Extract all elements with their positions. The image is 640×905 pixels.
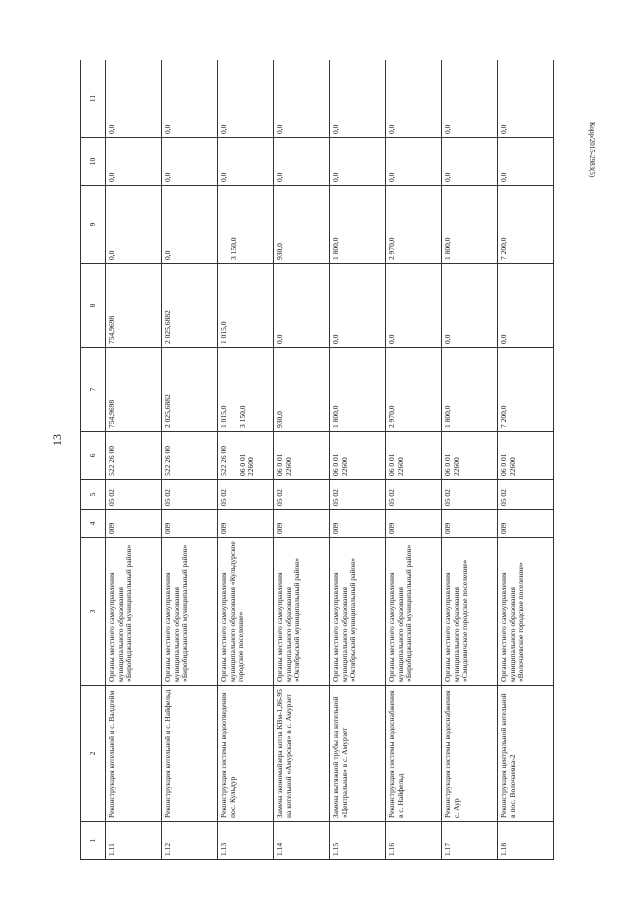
table-container [80, 60, 590, 860]
total-amount-secondary-value: 3 150,0 [237, 405, 247, 428]
measure-name-value: Реконструкция котельной в с. Валдгейм [107, 690, 116, 818]
section-code-value: 05 02 [107, 489, 116, 506]
section-code [386, 480, 442, 510]
column-header: 10 [81, 138, 106, 186]
row-number-value: 1.15 [331, 842, 340, 856]
measure-name [386, 686, 442, 822]
amount-2015-value: 0,0 [107, 250, 116, 260]
responsible-org [386, 538, 442, 686]
budget-table [80, 60, 554, 860]
amount-2015 [218, 186, 274, 264]
ministry-code-value: 009 [219, 522, 228, 534]
total-amount [330, 348, 386, 432]
amount-2017 [386, 60, 442, 138]
amount-2014-value: 2 025,6882 [163, 310, 172, 344]
amount-2017 [162, 60, 218, 138]
section-code-value: 05 02 [331, 489, 340, 506]
amount-2015 [162, 186, 218, 264]
amount-2017-value: 0,0 [331, 124, 340, 134]
measure-name [162, 686, 218, 822]
amount-2016 [218, 138, 274, 186]
table-row [218, 60, 274, 860]
responsible-org-value: Органы местного самоуправления муниципального образования «Октябрьский муниципальный район» [275, 558, 302, 682]
row-number-value: 1.14 [275, 842, 284, 856]
ministry-code [162, 510, 218, 538]
amount-2017-value: 0,0 [107, 124, 116, 134]
column-header: 1 [81, 822, 106, 860]
section-code-value: 05 02 [219, 489, 228, 506]
amount-2015 [274, 186, 330, 264]
amount-2017 [442, 60, 498, 138]
table-row [330, 60, 386, 860]
responsible-org-value: Органы местного самоуправления муниципального образования «Смидовичское городское поселение» [443, 559, 470, 682]
amount-2017 [218, 60, 274, 138]
ministry-code-value: 009 [387, 522, 396, 534]
target-code-secondary-value: 06 0 01 22600 [237, 453, 256, 476]
amount-2017-value: 0,0 [163, 124, 172, 134]
measure-name [330, 686, 386, 822]
amount-2015 [442, 186, 498, 264]
amount-2016 [498, 138, 554, 186]
amount-2017-value: 0,0 [219, 124, 228, 134]
row-number-value: 1.12 [163, 842, 172, 856]
responsible-org [442, 538, 498, 686]
section-code [274, 480, 330, 510]
row-number-value: 1.11 [107, 843, 116, 856]
target-code [162, 432, 218, 480]
responsible-org [330, 538, 386, 686]
row-number [274, 822, 330, 860]
responsible-org-value: Органы местного самоуправления муниципального образования «Биробиджанский муниципальный район» [387, 544, 414, 682]
measure-name [274, 686, 330, 822]
section-code-value: 05 02 [163, 489, 172, 506]
rotated-table [80, 60, 590, 860]
column-header: 11 [81, 60, 106, 138]
amount-2016 [330, 138, 386, 186]
amount-2016-value: 0,0 [443, 172, 452, 182]
target-code-value: 06 0 01 22600 [443, 453, 461, 476]
amount-2014 [106, 264, 162, 348]
amount-2014 [442, 264, 498, 348]
responsible-org-value: Органы местного самоуправления муниципального образования «Биробиджанский муниципальный район» [163, 544, 190, 682]
total-amount-value: 7 200,0 [499, 405, 508, 428]
measure-name-value: Замена экономайзера котла КВм-1,86-95 на котельной «Амурская» в с. Амурзет [275, 689, 293, 818]
target-code [442, 432, 498, 480]
ministry-code-value: 009 [107, 522, 116, 534]
amount-2017-value: 0,0 [387, 124, 396, 134]
measure-name [218, 686, 274, 822]
row-number-value: 1.16 [387, 842, 396, 856]
row-number [330, 822, 386, 860]
measure-name [106, 686, 162, 822]
target-code [218, 432, 274, 480]
total-amount-value: 1 015,0 [219, 405, 228, 428]
amount-2014-value: 0,0 [443, 334, 452, 344]
amount-2014 [162, 264, 218, 348]
row-number [162, 822, 218, 860]
table-row [498, 60, 554, 860]
measure-name [442, 686, 498, 822]
responsible-org-value: Органы местного самоуправления муниципального образования «Биробиджанский муниципальный район» [107, 544, 134, 682]
measure-name-value: Реконструкция системы водоснабжения в с. Найфельд [387, 690, 405, 818]
table-row [162, 60, 218, 860]
amount-2014-value: 0,0 [275, 334, 284, 344]
amount-2014-value: 0,0 [331, 334, 340, 344]
row-number [218, 822, 274, 860]
amount-2015 [386, 186, 442, 264]
column-header: 9 [81, 186, 106, 264]
responsible-org [106, 538, 162, 686]
measure-name-value: Замена вытяжной трубы на котельной «Центральная» в с. Амурзет [331, 696, 349, 818]
table-row [106, 60, 162, 860]
column-header: 4 [81, 510, 106, 538]
responsible-org-value: Органы местного самоуправления муниципального образования «Кульдурское городское поселение» [219, 541, 246, 682]
measure-name-value: Реконструкция центральной котельной в пос. Волочаевка-2 [499, 693, 517, 818]
total-amount-value: 2 025,6882 [163, 394, 172, 428]
ministry-code [218, 510, 274, 538]
amount-2014 [330, 264, 386, 348]
ministry-code [274, 510, 330, 538]
amount-2016-value: 0,0 [499, 172, 508, 182]
row-number-value: 1.13 [219, 842, 228, 856]
amount-2015-value: 1 800,0 [331, 237, 340, 260]
responsible-org [218, 538, 274, 686]
table-row [442, 60, 498, 860]
total-amount-value: 1 800,0 [331, 405, 340, 428]
column-header: 5 [81, 480, 106, 510]
section-code-value: 05 02 [499, 489, 508, 506]
ministry-code-value: 009 [275, 522, 284, 534]
amount-2014 [218, 264, 274, 348]
amount-2015 [498, 186, 554, 264]
document-stamp: Корр/2015-2983(5) [588, 122, 596, 178]
target-code [106, 432, 162, 480]
target-code [498, 432, 554, 480]
amount-2015 [106, 186, 162, 264]
total-amount-value: 1 800,0 [443, 405, 452, 428]
section-code [442, 480, 498, 510]
column-header: 6 [81, 432, 106, 480]
target-code-value: 06 0 01 22600 [275, 453, 293, 476]
ministry-code-value: 009 [163, 522, 172, 534]
responsible-org-value: Органы местного самоуправления муниципального образования «Волочаевское городское поселение» [499, 562, 526, 682]
amount-2016 [274, 138, 330, 186]
total-amount [442, 348, 498, 432]
amount-2014 [386, 264, 442, 348]
section-code [498, 480, 554, 510]
ministry-code [330, 510, 386, 538]
section-code [218, 480, 274, 510]
amount-2015 [330, 186, 386, 264]
amount-2016-value: 0,0 [107, 172, 116, 182]
target-code-value: 06 0 01 22600 [331, 453, 349, 476]
measure-name-value: Реконструкция системы водоотведения пос. Кульдур [219, 692, 237, 818]
ministry-code-value: 009 [443, 522, 452, 534]
section-code [162, 480, 218, 510]
amount-2016-value: 0,0 [275, 172, 284, 182]
amount-2017 [106, 60, 162, 138]
amount-2017 [330, 60, 386, 138]
amount-2016 [162, 138, 218, 186]
ministry-code [442, 510, 498, 538]
section-code [106, 480, 162, 510]
header-row [81, 60, 106, 860]
amount-2016-value: 0,0 [163, 172, 172, 182]
amount-2015-secondary-value: 3 150,0 [229, 237, 238, 260]
amount-2015-value: 7 200,0 [499, 237, 508, 260]
measure-name-value: Реконструкция котельной в с. Найфельд [163, 689, 172, 818]
amount-2015-value: 930,0 [275, 243, 284, 260]
total-amount [386, 348, 442, 432]
amount-2014-value: 0,0 [499, 334, 508, 344]
row-number [498, 822, 554, 860]
total-amount [218, 348, 274, 432]
amount-2016-value: 0,0 [219, 172, 228, 182]
responsible-org [274, 538, 330, 686]
total-amount [274, 348, 330, 432]
row-number-value: 1.17 [443, 842, 452, 856]
table-row [274, 60, 330, 860]
total-amount-value: 754,9698 [107, 399, 116, 428]
total-amount-value: 2 970,0 [387, 405, 396, 428]
column-header: 8 [81, 264, 106, 348]
measure-name-value: Реконструкция системы водоснабжения с. Аур [443, 690, 461, 818]
amount-2017-value: 0,0 [499, 124, 508, 134]
amount-2014-value: 0,0 [387, 334, 396, 344]
section-code [330, 480, 386, 510]
page-number: 13 [50, 434, 64, 446]
amount-2016-value: 0,0 [331, 172, 340, 182]
ministry-code [106, 510, 162, 538]
ministry-code [498, 510, 554, 538]
target-code [386, 432, 442, 480]
row-number-value: 1.18 [499, 842, 508, 856]
ministry-code-value: 009 [499, 522, 508, 534]
target-code-value: 522 26 00 [107, 446, 116, 476]
section-code-value: 05 02 [275, 489, 284, 506]
amount-2016 [386, 138, 442, 186]
amount-2014 [274, 264, 330, 348]
target-code-value: 522 26 00 [219, 446, 228, 476]
amount-2017-value: 0,0 [443, 124, 452, 134]
amount-2017-value: 0,0 [275, 124, 284, 134]
responsible-org-value: Органы местного самоуправления муниципального образования «Октябрьский муниципальный район» [331, 558, 358, 682]
amount-2017 [498, 60, 554, 138]
ministry-code-value: 009 [331, 522, 340, 534]
responsible-org [498, 538, 554, 686]
amount-2016 [106, 138, 162, 186]
amount-2014-value: 754,9698 [107, 315, 116, 344]
section-code-value: 05 02 [387, 489, 396, 506]
amount-2014-value: 1 015,0 [219, 321, 228, 344]
column-header: 2 [81, 686, 106, 822]
row-number [442, 822, 498, 860]
amount-2015-value: 1 800,0 [443, 237, 452, 260]
amount-2016 [442, 138, 498, 186]
column-header: 3 [81, 538, 106, 686]
target-code-value: 06 0 01 22600 [387, 453, 405, 476]
amount-2015-value: 2 970,0 [387, 237, 396, 260]
amount-2017 [274, 60, 330, 138]
target-code-value: 522 26 00 [163, 446, 172, 476]
target-code [330, 432, 386, 480]
ministry-code [386, 510, 442, 538]
amount-2016-value: 0,0 [387, 172, 396, 182]
measure-name [498, 686, 554, 822]
total-amount-value: 930,0 [275, 411, 284, 428]
responsible-org [162, 538, 218, 686]
target-code-value: 06 0 01 22600 [499, 453, 517, 476]
table-row [386, 60, 442, 860]
amount-2014 [498, 264, 554, 348]
total-amount [498, 348, 554, 432]
amount-2015-value: 0,0 [163, 250, 172, 260]
total-amount [162, 348, 218, 432]
target-code [274, 432, 330, 480]
total-amount [106, 348, 162, 432]
row-number [106, 822, 162, 860]
column-header: 7 [81, 348, 106, 432]
row-number [386, 822, 442, 860]
section-code-value: 05 02 [443, 489, 452, 506]
